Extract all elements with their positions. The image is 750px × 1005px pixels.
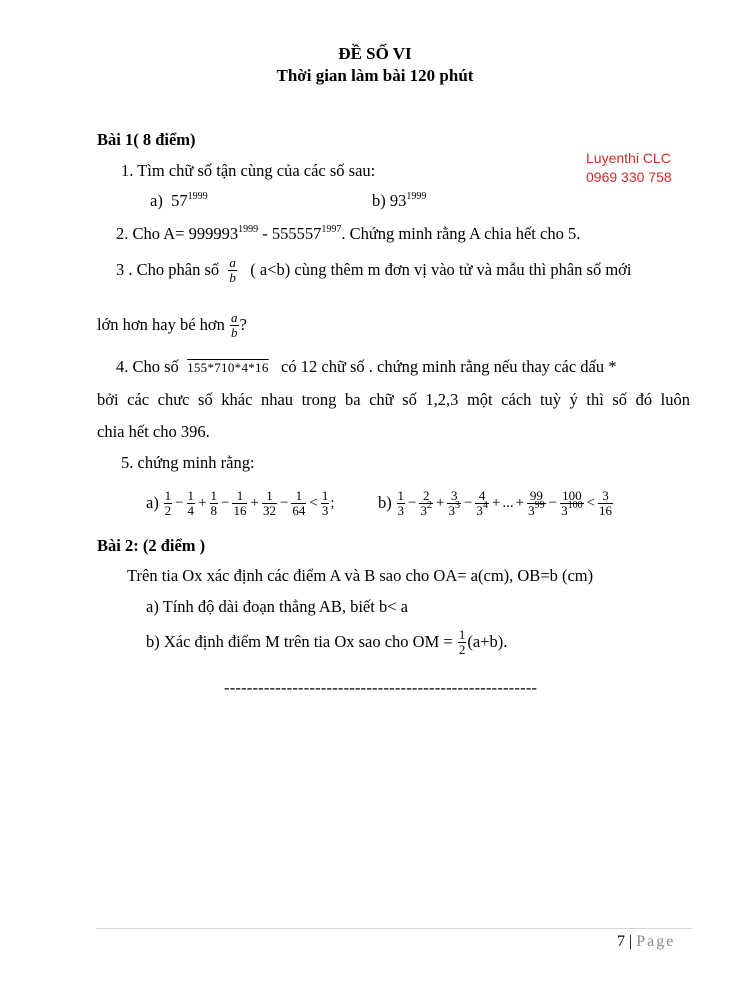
- question-2b-post: (a+b).: [467, 632, 508, 652]
- question-2-exp1: 1999: [238, 224, 259, 235]
- question-1a: [150, 191, 208, 211]
- frac-1-2-half: $\frac{1}{2}$: [458, 627, 466, 657]
- question-2-exp2: 1997: [321, 224, 342, 235]
- question-1b-exp: 1999: [406, 191, 427, 202]
- inequality-b: b) $\frac{1}{3}$ − $\frac{2}{3^2}$ + $\frac{3}{3^3}$ − $\frac{4}{3^4}$ + ... + $\frac{99}{3^{99}}$ − $\frac{100}{3^{100}}$ < $\frac{3}{16}$: [378, 487, 613, 518]
- question-3-pre: 3 . Cho phân số: [116, 260, 220, 280]
- frac-3-16: $\frac{3}{16}$: [599, 487, 613, 518]
- question-3-line2: [97, 311, 247, 339]
- page-number: 7: [617, 933, 625, 950]
- frac-4-3pow4: $\frac{4}{3^4}$: [476, 487, 488, 518]
- question-1: 1. Tìm chữ số tận cùng của các số sau:: [121, 161, 376, 180]
- question-1b: [372, 191, 426, 211]
- frac-1-4: $\frac{1}{4}$: [187, 487, 195, 518]
- frac-99: $\frac{99}{3^{99}}$: [528, 487, 545, 518]
- separator-line: -------------------------------------------------------: [224, 678, 538, 697]
- frac-1-64: $\frac{1}{64}$: [292, 487, 306, 518]
- section2-intro: Trên tia Ox xác định các điểm A và B sao cho OA= a(cm), OB=b (cm): [127, 566, 594, 585]
- question-1a-label: a): [150, 191, 163, 210]
- frac-1-2: $\frac{1}{2}$: [164, 487, 172, 518]
- question-3-post: ( a<b) cùng thêm m đơn vị vào tử và mẫu thì phân số mới: [250, 260, 632, 280]
- frac-1-16: $\frac{1}{16}$: [233, 487, 247, 518]
- fraction-denominator: b: [229, 269, 236, 285]
- frac-1-3b: $\frac{1}{3}$: [397, 487, 404, 518]
- watermark-line2: 0969 330 758: [586, 169, 672, 185]
- ellipsis: ...: [502, 494, 514, 511]
- page-footer: [617, 933, 675, 951]
- question-1a-base: 57: [171, 191, 188, 210]
- footer-divider-line: [96, 928, 692, 929]
- inequality-b-label: b): [378, 493, 392, 512]
- question-mark: ?: [239, 315, 247, 335]
- question-2: [116, 224, 580, 244]
- frac-1-8: $\frac{1}{8}$: [210, 487, 218, 518]
- question-2b-pre: b) Xác định điểm M trên tia Ox sao cho OM =: [146, 632, 453, 652]
- frac-100: $\frac{100}{3^{100}}$: [561, 487, 583, 518]
- question-2-post: . Chứng minh rằng A chia hết cho 5.: [341, 224, 581, 243]
- question-5: 5. chứng minh rằng:: [121, 453, 255, 472]
- question-3: [116, 256, 631, 284]
- question-1b-base: 93: [389, 191, 407, 210]
- page-label: Page: [636, 933, 676, 950]
- question-4: [116, 357, 616, 377]
- watermark-line1: Luyenthi CLC: [586, 150, 671, 166]
- fraction-numerator: a: [229, 255, 236, 270]
- inequality-a-label: a): [146, 493, 159, 512]
- fraction-denominator: b: [231, 324, 238, 340]
- question-2b: [146, 628, 507, 656]
- frac-2-3sq: $\frac{2}{3^2}$: [420, 487, 432, 518]
- question-2-pre: 2. Cho A= 999993: [116, 224, 239, 243]
- document-title: ĐỀ SỐ VI: [338, 44, 412, 63]
- question-4-line3: chia hết cho 396.: [97, 422, 210, 441]
- fraction-a-over-b: [228, 256, 237, 284]
- question-2a: a) Tính độ dài đoạn thẳng AB, biết b< a: [146, 597, 408, 616]
- frac-3-3cube: $\frac{3}{3^3}$: [448, 487, 460, 518]
- frac-1-3: $\frac{1}{3}$: [321, 487, 329, 518]
- fraction-numerator: a: [231, 310, 238, 325]
- footer-divider: |: [629, 933, 633, 950]
- question-4-line2: bởi các chưc số khác nhau trong ba chữ số 1,2,3 một cách tuỳ ý thì số đó luôn: [97, 390, 690, 409]
- overlined-number: 155*710*4*16: [187, 360, 269, 375]
- section1-heading: Bài 1( 8 điểm): [97, 130, 196, 149]
- document-subtitle: Thời gian làm bài 120 phút: [276, 66, 474, 85]
- question-4-pre: 4. Cho số: [116, 357, 179, 376]
- watermark-stamp: [586, 149, 672, 187]
- question-4-post: có 12 chữ số . chứng minh rằng nếu thay các dấu *: [281, 357, 617, 376]
- question-2-mid: - 555557: [258, 224, 322, 243]
- question-1a-exp: 1999: [187, 191, 208, 202]
- inequality-a: a) $\frac{1}{2}$ − $\frac{1}{4}$ + $\frac{1}{8}$ − $\frac{1}{16}$ + $\frac{1}{32}$ − $\frac{1}{64}$ < $\frac{1}{3}$ ;: [146, 487, 335, 518]
- fraction-a-over-b-2: [230, 311, 239, 339]
- section2-heading: Bài 2: (2 điểm ): [97, 536, 206, 555]
- question-3-line2-text: lớn hơn hay bé hơn: [97, 315, 225, 335]
- frac-1-32: $\frac{1}{32}$: [262, 487, 276, 518]
- question-1b-label: b): [372, 191, 386, 210]
